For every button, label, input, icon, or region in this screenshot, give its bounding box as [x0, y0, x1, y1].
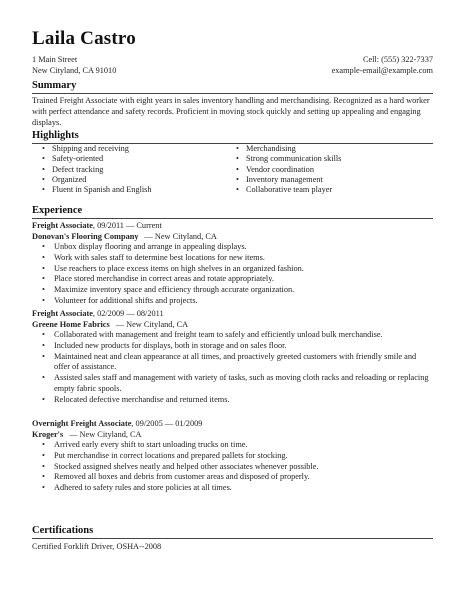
job-title-line	[32, 308, 433, 319]
list-item: • Adhered to safety rules and store policies at all times.	[32, 483, 433, 494]
company-location: — New Cityland, CA	[144, 232, 217, 241]
experience-divider	[32, 218, 433, 219]
job-entry-2	[32, 308, 433, 406]
list-item: • Removed all boxes and debris from customer areas and disposed of properly.	[32, 472, 433, 483]
list-item: • Arrived early every shift to start unloading trucks on time.	[32, 440, 433, 451]
address-line-2: New Cityland, CA 91010	[32, 66, 117, 75]
job-duties-list	[32, 330, 433, 406]
contact-block	[332, 54, 433, 76]
company-name: Kroger's	[32, 430, 64, 439]
job-title: Overnight Freight Associate	[32, 419, 132, 428]
list-item: • Collaborative team player	[226, 185, 341, 195]
list-item: • Included new products for displays, both in storage and on sales floor.	[32, 341, 433, 352]
list-item: • Put merchandise in correct locations and prepared pallets for stocking.	[32, 451, 433, 462]
list-item: • Defect tracking	[32, 165, 152, 175]
certifications-divider	[32, 538, 433, 539]
list-item: • Strong communication skills	[226, 154, 341, 164]
job-entry-1	[32, 220, 433, 307]
highlights-left-list	[32, 144, 152, 195]
certification-entry: Certified Forklift Driver, OSHA--2008	[32, 542, 162, 551]
email-address[interactable]: example-email@example.com	[331, 66, 433, 75]
job-title: Freight Associate	[32, 309, 93, 318]
list-item: • Organized	[32, 175, 152, 185]
company-line	[32, 319, 433, 330]
job-dates: , 02/2009 — 08/2011	[92, 309, 164, 318]
list-item: • Shipping and receiving	[32, 144, 152, 154]
summary-divider	[32, 93, 433, 94]
address-block	[32, 54, 116, 76]
job-dates: , 09/2005 — 01/2009	[131, 419, 203, 428]
job-title-line	[32, 220, 433, 231]
highlights-heading: Highlights	[32, 130, 79, 141]
company-line	[32, 429, 433, 440]
summary-heading: Summary	[32, 80, 77, 91]
list-item: • Inventory management	[226, 175, 341, 185]
company-line	[32, 231, 433, 242]
list-item: • Volunteer for additional shifts and projects.	[32, 296, 433, 307]
job-title-line	[32, 418, 433, 429]
job-dates: , 09/2011 — Current	[92, 221, 162, 230]
company-location: — New Cityland, CA	[115, 320, 189, 329]
list-item: • Maintained neat and clean appearance at all times, and proactively greeted customers with friendly smile and offer of assistance.	[32, 352, 433, 374]
list-item: • Merchandising	[226, 144, 341, 154]
highlights-right-list	[226, 144, 341, 195]
list-item: • Place stored merchandise in correct areas and rotate appropriately.	[32, 274, 433, 285]
list-item: • Safety-oriented	[32, 154, 152, 164]
list-item: • Use reachers to place excess items on high shelves in an organized fashion.	[32, 264, 433, 275]
certifications-heading: Certifications	[32, 525, 94, 536]
company-name: Donovan's Flooring Company	[32, 232, 139, 241]
list-item: • Fluent in Spanish and English	[32, 185, 152, 195]
list-item: • Collaborated with management and freight team to safely and efficiently unload bulk merchandise.	[32, 330, 433, 341]
job-duties-list	[32, 242, 433, 307]
job-duties-list	[32, 440, 433, 494]
applicant-name: Laila Castro	[32, 28, 136, 49]
phone-number: Cell: (555) 322-7337	[362, 55, 433, 64]
summary-text: Trained Freight Associate with eight years in sales inventory handling and merchandising. Recognized as a hard worker with perfect attendance and safety records. Proficient in moving stock quickly and setting up appealing and engaging displays.	[32, 96, 430, 127]
company-location: — New Cityland, CA	[69, 430, 142, 439]
list-item: • Assisted sales staff and management with variety of tasks, such as moving cloth racks and reloading or replacing empty fabric spools.	[32, 373, 433, 395]
address-line-1: 1 Main Street	[32, 55, 78, 64]
list-item: • Stocked assigned shelves neatly and helped other associates whenever possible.	[32, 462, 433, 473]
list-item: • Work with sales staff to determine best locations for new items.	[32, 253, 433, 264]
list-item: • Unbox display flooring and arrange in appealing displays.	[32, 242, 433, 253]
list-item: • Relocated defective merchandise and returned items.	[32, 395, 433, 406]
company-name: Greene Home Fabrics	[32, 320, 110, 329]
job-title: Freight Associate	[32, 221, 93, 230]
list-item: • Vendor coordination	[226, 165, 341, 175]
list-item: • Maximize inventory space and efficiency through accurate organization.	[32, 285, 433, 296]
job-entry-3	[32, 418, 433, 494]
experience-heading: Experience	[32, 205, 83, 216]
